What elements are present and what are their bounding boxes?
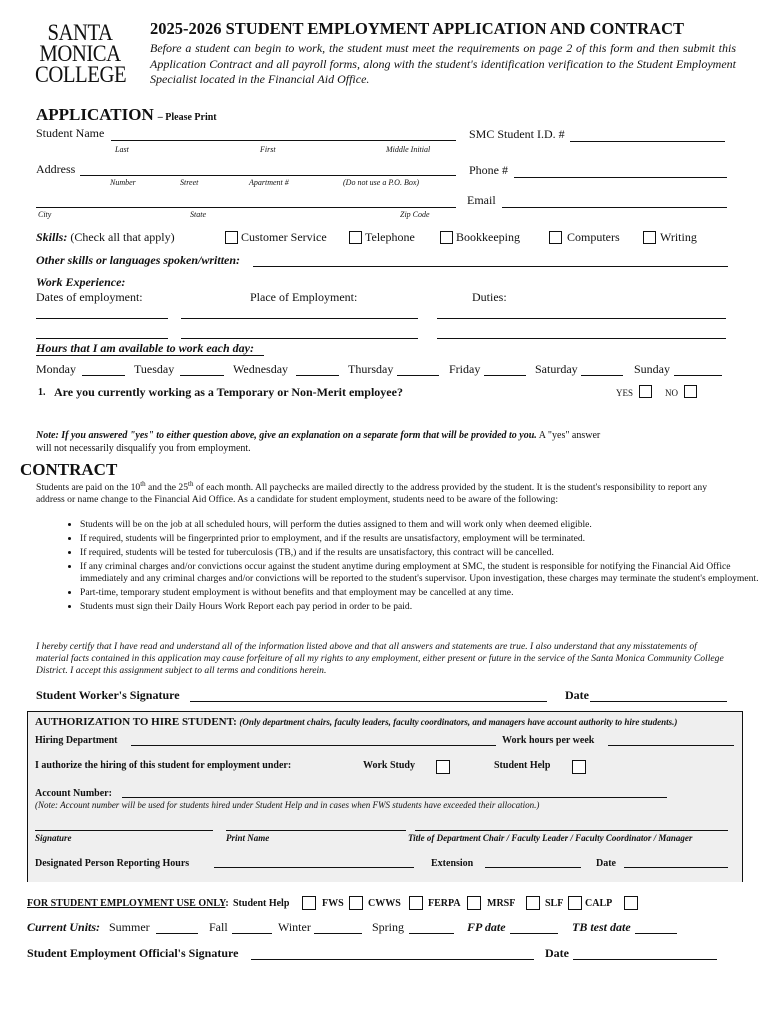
office-slf-label: SLF: [545, 898, 564, 909]
contract-para-b: and the 25: [145, 482, 189, 494]
office-mrsf-checkbox[interactable]: [526, 896, 540, 910]
hours-available-label: Hours that I am available to work each day:: [36, 341, 255, 355]
student-name-field[interactable]: [111, 140, 456, 141]
contract-heading: CONTRACT: [20, 460, 118, 479]
sub-label-first: First: [260, 145, 276, 154]
sub-label-number: Number: [110, 178, 136, 187]
office-calp-label: CALP: [585, 898, 613, 909]
day-friday-label: Friday: [449, 362, 481, 376]
dates-field-2[interactable]: [36, 338, 168, 339]
sub-label-street: Street: [180, 178, 199, 187]
logo-line-2: MONICA: [39, 41, 121, 66]
skill-telephone-checkbox[interactable]: [349, 231, 362, 244]
work-hours-field[interactable]: [608, 745, 734, 746]
authorizer-print-name-field[interactable]: [226, 830, 406, 831]
yes-answer-note-line2: will not necessarily disqualify you from employment.: [36, 443, 251, 454]
office-ferpa-checkbox[interactable]: [467, 896, 481, 910]
official-date-label: Date: [545, 946, 569, 960]
sub-label-apartment: Apartment #: [249, 178, 289, 187]
term-summer-label: Summer: [109, 920, 150, 934]
yes-answer-note-rest: A "yes" answer: [536, 430, 601, 441]
day-thursday-field[interactable]: [397, 375, 439, 376]
office-use-colon: :: [225, 898, 229, 909]
office-cwws-checkbox[interactable]: [409, 896, 423, 910]
logo-line-3: COLLEGE: [35, 62, 127, 87]
work-study-checkbox[interactable]: [436, 760, 450, 774]
skills-label: Skills:: [36, 230, 68, 244]
fp-date-field[interactable]: [510, 933, 558, 934]
fp-date-label: FP date: [467, 920, 506, 934]
email-field[interactable]: [502, 207, 727, 208]
list-item: • If required, students will be fingerprinted prior to employment, and if the results are unsatisfactory, employment will be terminated.: [80, 533, 760, 545]
hiring-department-label: Hiring Department: [35, 735, 118, 746]
other-skills-label: Other skills or languages spoken/written:: [36, 253, 241, 267]
skill-bookkeeping-checkbox[interactable]: [440, 231, 453, 244]
day-monday-label: Monday: [36, 362, 76, 376]
logo-line-1: SANTA: [47, 20, 113, 45]
student-date-label: Date: [565, 688, 589, 702]
contract-paragraph: [36, 479, 726, 506]
sub-label-city: City: [38, 210, 52, 219]
hours-label-underline: [36, 355, 264, 356]
yes-label: YES: [616, 388, 634, 398]
hiring-department-field[interactable]: [131, 745, 496, 746]
other-skills-field[interactable]: [253, 266, 728, 267]
no-label: NO: [665, 388, 678, 398]
term-spring-label: Spring: [372, 920, 405, 934]
student-help-checkbox[interactable]: [572, 760, 586, 774]
office-calp-checkbox[interactable]: [624, 896, 638, 910]
auth-date-field[interactable]: [624, 867, 728, 868]
list-item: • Students will be on the job at all scheduled hours, will perform the duties assigned to them and will work only when deemed eligible.: [80, 519, 760, 531]
sub-label-zip: Zip Code: [400, 210, 430, 219]
day-tuesday-label: Tuesday: [134, 362, 175, 376]
designated-person-label: Designated Person Reporting Hours: [35, 858, 190, 869]
term-winter-label: Winter: [278, 920, 311, 934]
extension-label: Extension: [431, 858, 474, 869]
contract-para-a: Students are paid on the 10: [36, 482, 141, 494]
authorization-title: AUTHORIZATION TO HIRE STUDENT:: [35, 716, 237, 728]
no-checkbox[interactable]: [684, 385, 697, 398]
duties-label: Duties:: [472, 290, 507, 304]
term-winter-field[interactable]: [314, 933, 362, 934]
address-field[interactable]: [80, 175, 456, 176]
smc-id-label: SMC Student I.D. #: [469, 127, 565, 141]
authorize-hiring-label: I authorize the hiring of this student for employment under:: [35, 760, 292, 771]
student-date-field[interactable]: [590, 701, 727, 702]
sub-label-state: State: [190, 210, 206, 219]
question-1-number: 1.: [38, 387, 46, 398]
phone-label: Phone #: [469, 163, 508, 177]
skill-bookkeeping-label: Bookkeeping: [456, 230, 520, 244]
dates-of-employment-label: Dates of employment:: [36, 290, 143, 304]
student-signature-label: Student Worker's Signature: [36, 688, 180, 702]
city-state-zip-field[interactable]: [36, 207, 456, 208]
skill-writing-label: Writing: [660, 230, 697, 244]
official-signature-label: Student Employment Official's Signature: [27, 946, 239, 960]
student-help-label: Student Help: [494, 760, 551, 771]
skill-computers-label: Computers: [567, 230, 620, 244]
office-use-label: [27, 898, 229, 909]
print-name-caption: Print Name: [226, 833, 270, 843]
office-ferpa-label: FERPA: [428, 898, 461, 909]
yes-checkbox[interactable]: [639, 385, 652, 398]
skills-note: (Check all that apply): [70, 230, 175, 244]
application-title: APPLICATION: [36, 105, 154, 124]
signature-caption: Signature: [35, 833, 72, 843]
place-field-2[interactable]: [181, 338, 418, 339]
skill-customer-service-checkbox[interactable]: [225, 231, 238, 244]
email-label: Email: [467, 193, 496, 207]
official-signature-field[interactable]: [251, 959, 534, 960]
college-logo: [30, 22, 130, 85]
current-units-label: Current Units:: [27, 920, 101, 934]
skill-customer-service-label: Customer Service: [241, 230, 327, 244]
place-field-1[interactable]: [181, 318, 418, 319]
place-of-employment-label: Place of Employment:: [250, 290, 358, 304]
day-sunday-label: Sunday: [634, 362, 670, 376]
tb-test-date-field[interactable]: [635, 933, 677, 934]
office-mrsf-label: MRSF: [487, 898, 516, 909]
page-title: 2025-2026 STUDENT EMPLOYMENT APPLICATION AND CONTRACT: [150, 19, 685, 38]
authorizer-title-field[interactable]: [415, 830, 728, 831]
list-item: • If any criminal charges and/or convictions occur against the student anytime during employment at SMC, the student is responsible for notifying the Financial Aid Office immediately and any criminal charges and/or convictions will be reported to the student's supervisor. Upon investigation, these charges may terminate the student's employment.: [80, 561, 760, 584]
certification-text: I hereby certify that I have read and understand all of the information listed above and that all answers and statements are true. I also understand that any misstatements of material facts contained in this application may cause forfeiture of all my rights to any employment, either present or future in the service of the Santa Monica Community College District. I accept this assignment subject to all terms and conditions herein.: [36, 641, 724, 676]
term-summer-field[interactable]: [156, 933, 198, 934]
official-date-field[interactable]: [573, 959, 717, 960]
contract-para-sup2: th: [188, 480, 194, 488]
list-item: • Part-time, temporary student employment is without benefits and that employment may be cancelled at any time.: [80, 587, 760, 599]
office-student-help-label: Student Help: [233, 898, 290, 909]
skills-row-label: [36, 230, 175, 245]
work-hours-label: Work hours per week: [502, 735, 595, 746]
tb-test-date-label: TB test date: [572, 920, 631, 934]
contract-para-c: of each month. All paychecks are mailed directly to the address provided by the student. It is the student's responsibility to report any address or name change to the Financial Aid Office. As a candidate for student employment, students need to be aware of the following:: [36, 482, 708, 505]
office-slf-checkbox[interactable]: [568, 896, 582, 910]
work-study-label: Work Study: [363, 760, 415, 771]
skill-computers-checkbox[interactable]: [549, 231, 562, 244]
list-item: • If required, students will be tested for tuberculosis (TB,) and if the results are unsatisfactory, this contract will be cancelled.: [80, 547, 760, 559]
please-print-note: – Please Print: [157, 112, 217, 123]
list-item: • Students must sign their Daily Hours Work Report each pay period in order to be paid.: [80, 601, 760, 613]
account-number-label: Account Number:: [35, 788, 112, 799]
extension-field[interactable]: [485, 867, 581, 868]
authorization-note: (Only department chairs, faculty leaders, faculty coordinators, and managers have account authority to hire students.): [239, 717, 678, 727]
account-number-note: (Note: Account number will be used for students hired under Student Help and in cases when FWS students have exceeded their allocation.): [35, 800, 540, 810]
term-spring-field[interactable]: [409, 933, 454, 934]
sub-label-no-po-box: (Do not use a P.O. Box): [343, 178, 420, 187]
term-fall-field[interactable]: [232, 933, 272, 934]
sub-label-last: Last: [115, 145, 129, 154]
student-signature-field[interactable]: [190, 701, 547, 702]
authorization-heading: [35, 716, 677, 728]
day-thursday-label: Thursday: [348, 362, 394, 376]
skill-telephone-label: Telephone: [365, 230, 415, 244]
duties-field-2[interactable]: [437, 338, 726, 339]
office-fws-checkbox[interactable]: [349, 896, 363, 910]
authorizer-signature-field[interactable]: [35, 830, 213, 831]
day-tuesday-field[interactable]: [180, 375, 224, 376]
auth-date-label: Date: [596, 858, 616, 869]
student-name-label: Student Name: [36, 126, 105, 140]
office-student-help-checkbox[interactable]: [302, 896, 316, 910]
work-experience-label: Work Experience:: [36, 275, 126, 289]
term-fall-label: Fall: [209, 920, 228, 934]
day-sunday-field[interactable]: [674, 375, 722, 376]
intro-text: Before a student can begin to work, the student must meet the requirements on page 2 of this form and then submit this Application Contract and all payroll forms, along with the student's identification verification to the Student Employment Specialist located in the Financial Aid Office.: [150, 41, 736, 86]
office-cwws-label: CWWS: [368, 898, 401, 909]
account-number-field[interactable]: [122, 797, 667, 798]
title-caption: Title of Department Chair / Faculty Leader / Faculty Coordinator / Manager: [408, 833, 693, 843]
office-use-title: FOR STUDENT EMPLOYMENT USE ONLY: [27, 898, 226, 909]
smc-id-field[interactable]: [570, 141, 725, 142]
day-wednesday-label: Wednesday: [233, 362, 289, 376]
yes-answer-note: [36, 430, 600, 441]
day-wednesday-field[interactable]: [296, 375, 339, 376]
office-fws-label: FWS: [322, 898, 344, 909]
application-heading: [36, 105, 217, 125]
duties-field-1[interactable]: [437, 318, 726, 319]
day-monday-field[interactable]: [82, 375, 125, 376]
contract-bullet-list: [52, 519, 760, 615]
yes-answer-note-italic: Note: If you answered "yes" to either question above, give an explanation on a separate form that will be provided to you.: [36, 430, 537, 441]
dates-field-1[interactable]: [36, 318, 168, 319]
phone-field[interactable]: [514, 177, 727, 178]
designated-person-field[interactable]: [214, 867, 414, 868]
day-saturday-label: Saturday: [535, 362, 578, 376]
contract-para-sup1: th: [140, 480, 146, 488]
question-1-text: Are you currently working as a Temporary or Non-Merit employee?: [54, 385, 403, 399]
day-friday-field[interactable]: [484, 375, 526, 376]
skill-writing-checkbox[interactable]: [643, 231, 656, 244]
sub-label-middle-initial: Middle Initial: [386, 145, 431, 154]
day-saturday-field[interactable]: [581, 375, 623, 376]
address-label: Address: [36, 162, 76, 176]
